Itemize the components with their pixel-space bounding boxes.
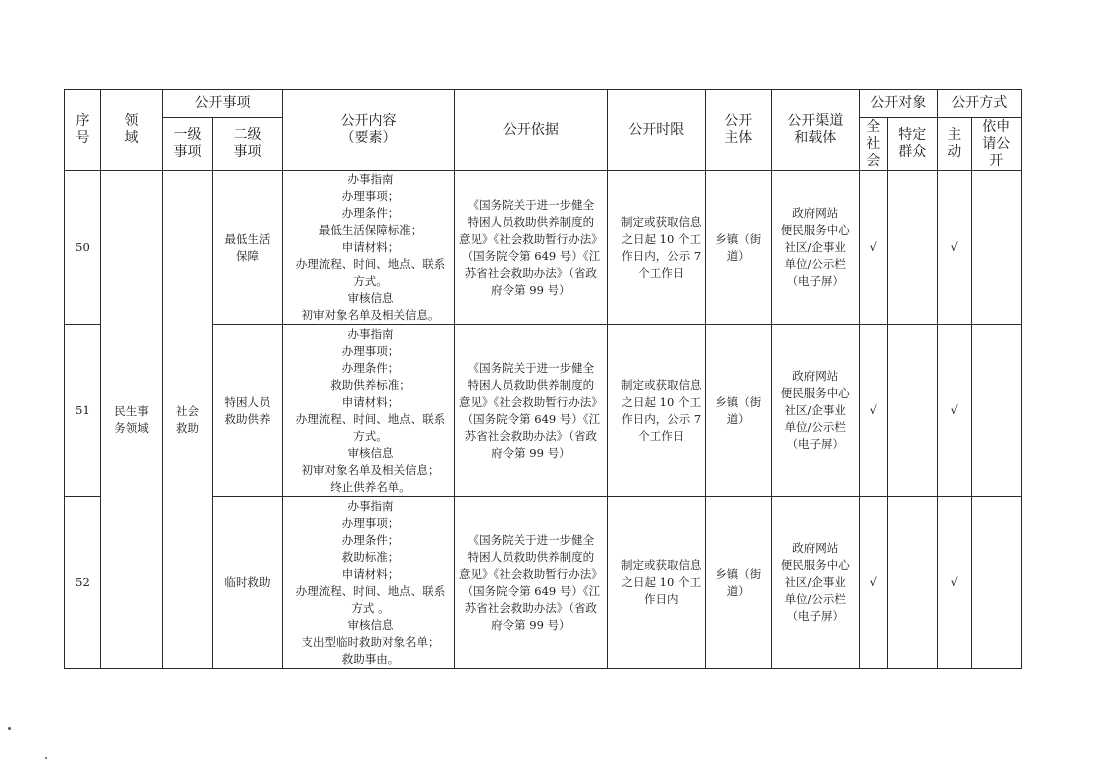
period-cell: 制定或获取信息 之日起 10 个工 作日内，公示 7 个工作日 [607, 325, 705, 497]
header-period: 公开时限 [607, 90, 705, 171]
audience-specific-check [887, 325, 937, 497]
mode-request-check [971, 497, 1021, 669]
scan-speck [45, 757, 47, 759]
row-seq: 52 [65, 497, 101, 669]
audience-all-check: √ [859, 171, 887, 325]
channel-cell: 政府网站 便民服务中心 社区/企事业 单位/公示栏 （电子屏） [771, 325, 859, 497]
header-level2: 二级 事项 [213, 118, 283, 171]
header-seq: 序 号 [65, 90, 101, 171]
subject-cell: 乡镇（街 道） [705, 171, 771, 325]
audience-all-check: √ [859, 325, 887, 497]
subject-cell: 乡镇（街 道） [705, 325, 771, 497]
row-seq: 51 [65, 325, 101, 497]
channel-cell: 政府网站 便民服务中心 社区/企事业 单位/公示栏 （电子屏） [771, 497, 859, 669]
audience-specific-check [887, 497, 937, 669]
header-items-group: 公开事项 [163, 90, 283, 118]
basis-cell: 《国务院关于进一步健全 特困人员救助供养制度的 意见》《社会救助暂行办法》 （国务院令第 649 号）《江 苏省社会救助办法》（省政 府令第 99 号） [455, 171, 608, 325]
period-cell: 制定或获取信息 之日起 10 个工 作日内 [607, 497, 705, 669]
level2-cell: 临时救助 [213, 497, 283, 669]
basis-cell: 《国务院关于进一步健全 特困人员救助供养制度的 意见》《社会救助暂行办法》 （国务院令第 649 号）《江 苏省社会救助办法》（省政 府令第 99 号） [455, 325, 608, 497]
header-level1: 一级 事项 [163, 118, 213, 171]
header-mode-active: 主 动 [937, 118, 971, 171]
content-cell: 办事指南 办理事项； 办理条件； 最低生活保障标准； 申请材料； 办理流程、时间、地点、联系 方式。 审核信息 初审对象名单及相关信息。 [283, 171, 455, 325]
mode-active-check: √ [937, 325, 971, 497]
level1-cell: 社会 救助 [163, 171, 213, 669]
table-row [65, 171, 1022, 325]
header-mode-group: 公开方式 [937, 90, 1021, 118]
header-channel: 公开渠道 和载体 [771, 90, 859, 171]
mode-active-check: √ [937, 171, 971, 325]
subject-cell: 乡镇（街 道） [705, 497, 771, 669]
scan-speck [8, 727, 11, 730]
content-cell: 办事指南 办理事项； 办理条件； 救助供养标准； 申请材料； 办理流程、时间、地点、联系 方式。 审核信息 初审对象名单及相关信息； 终止供养名单。 [283, 325, 455, 497]
mode-request-check [971, 171, 1021, 325]
mode-request-check [971, 325, 1021, 497]
header-basis: 公开依据 [455, 90, 608, 171]
header-mode-request: 依申 请公 开 [971, 118, 1021, 171]
header-domain: 领 域 [101, 90, 163, 171]
disclosure-table [64, 89, 1022, 669]
header-content: 公开内容 （要素） [283, 90, 455, 171]
level2-cell: 最低生活 保障 [213, 171, 283, 325]
audience-all-check: √ [859, 497, 887, 669]
basis-cell: 《国务院关于进一步健全 特困人员救助供养制度的 意见》《社会救助暂行办法》 （国务院令第 649 号）《江 苏省社会救助办法》（省政 府令第 99 号） [455, 497, 608, 669]
audience-specific-check [887, 171, 937, 325]
content-cell: 办事指南 办理事项； 办理条件； 救助标准； 申请材料； 办理流程、时间、地点、联系 方式 。 审核信息 支出型临时救助对象名单； 救助事由。 [283, 497, 455, 669]
mode-active-check: √ [937, 497, 971, 669]
header-audience-group: 公开对象 [859, 90, 937, 118]
period-cell: 制定或获取信息 之日起 10 个工 作日内，公示 7 个工作日 [607, 171, 705, 325]
header-audience-all: 全 社 会 [859, 118, 887, 171]
domain-cell: 民生事 务领域 [101, 171, 163, 669]
channel-cell: 政府网站 便民服务中心 社区/企事业 单位/公示栏 （电子屏） [771, 171, 859, 325]
header-audience-specific: 特定 群众 [887, 118, 937, 171]
row-seq: 50 [65, 171, 101, 325]
header-subject: 公开 主体 [705, 90, 771, 171]
level2-cell: 特困人员 救助供养 [213, 325, 283, 497]
